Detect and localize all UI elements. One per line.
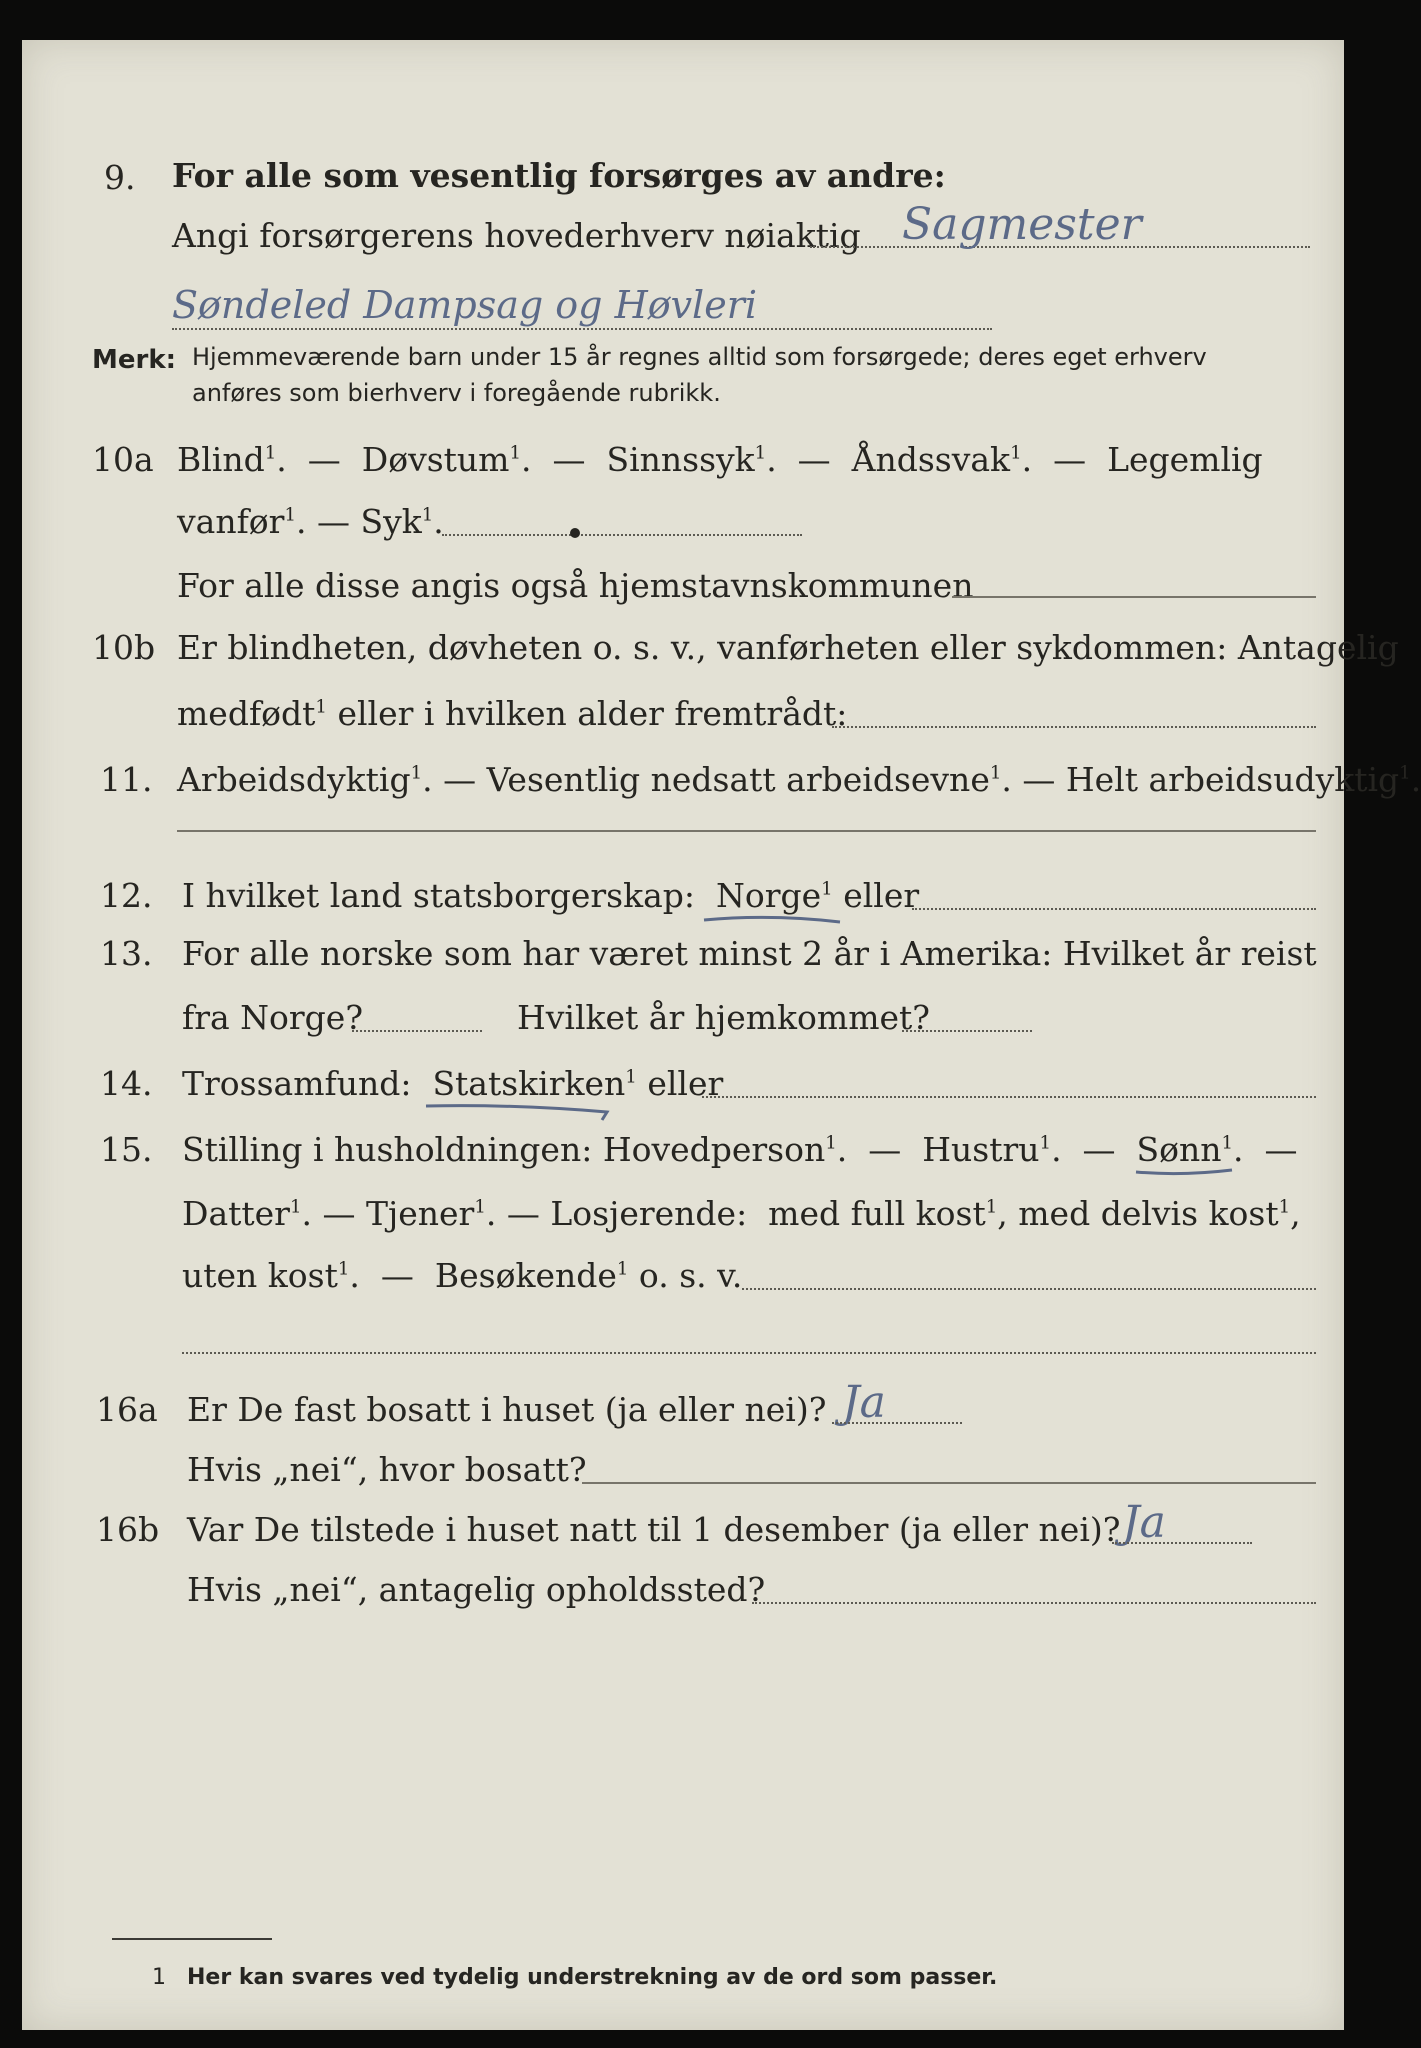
q16b-line1: Var De tilstede i huset natt til 1 desember (ja eller nei)? bbox=[187, 1510, 1121, 1549]
q15-line1-text[interactable]: Stilling i husholdningen: Hovedperson bbox=[182, 1130, 826, 1169]
q12-number: 12. bbox=[100, 876, 153, 915]
option-sinnssyk[interactable]: Sinnssyk bbox=[606, 440, 755, 479]
q15-answer-line[interactable] bbox=[742, 1288, 1316, 1290]
q13-line2b: Hvilket år hjemkommet? bbox=[517, 998, 930, 1037]
q16a-bosatt-line[interactable] bbox=[582, 1482, 1316, 1484]
q10a-syk-line[interactable] bbox=[442, 534, 802, 536]
q10a-number: 10a bbox=[92, 440, 154, 479]
q10b-answer-line[interactable] bbox=[832, 726, 1316, 728]
option-vanfor[interactable]: vanfør bbox=[177, 502, 285, 541]
q14-answer-line[interactable] bbox=[702, 1096, 1316, 1098]
option-statskirken[interactable]: Statskirken bbox=[432, 1064, 626, 1103]
q15-line3: uten kost$^1$. — Besøkende$^1$ o. s. v. bbox=[182, 1256, 743, 1295]
q16a-handwritten-answer: Ja bbox=[842, 1377, 886, 1428]
q13-number: 13. bbox=[100, 934, 153, 973]
q16b-handwritten-answer: Ja bbox=[1122, 1497, 1166, 1548]
q16b-answer-line[interactable] bbox=[1112, 1542, 1252, 1544]
option-blind[interactable]: Blind bbox=[177, 440, 265, 479]
q10a-line2: vanfør$^1$. — Syk$^1$. bbox=[177, 502, 444, 541]
q11-answer-line[interactable] bbox=[177, 830, 1316, 832]
merk-label: Merk: bbox=[92, 345, 177, 375]
q16b-line2: Hvis „nei“, antagelig opholdssted? bbox=[187, 1570, 766, 1609]
q15-osv: o. s. v. bbox=[638, 1256, 743, 1295]
q16b-opholdssted-line[interactable] bbox=[752, 1602, 1316, 1604]
merk-line1: Hjemmeværende barn under 15 år regnes alltid som forsørgede; deres eget erhverv bbox=[192, 343, 1207, 371]
census-form-page bbox=[22, 40, 1421, 2030]
option-andssvak[interactable]: Åndssvak bbox=[851, 440, 1011, 479]
q9-number: 9. bbox=[104, 158, 136, 197]
q16a-answer-line[interactable] bbox=[832, 1422, 962, 1424]
option-dovstum[interactable]: Døvstum bbox=[361, 440, 510, 479]
q11-line: Arbeidsdyktig$^1$. — Vesentlig nedsatt arbeidsevne$^1$. — Helt arbeidsudyktig$^1$. bbox=[177, 760, 1421, 799]
option-medfodt[interactable]: medfødt bbox=[177, 694, 316, 733]
option-delvis-kost[interactable]: med delvis kost bbox=[1018, 1194, 1279, 1233]
q14-eller: eller bbox=[647, 1064, 724, 1103]
q10a-hjemstavn-line[interactable] bbox=[952, 596, 1316, 598]
q10b-number: 10b bbox=[92, 628, 156, 667]
q16a-line1: Er De fast bosatt i huset (ja eller nei)? bbox=[187, 1390, 827, 1429]
option-full-kost[interactable]: med full kost bbox=[768, 1194, 986, 1233]
q10b-line2: medfødt$^1$ eller i hvilken alder fremtrådt: bbox=[177, 694, 848, 733]
ink-dot bbox=[570, 528, 580, 538]
q10b-line1: Er blindheten, døvheten o. s. v., vanførheten eller sykdommen: Antagelig bbox=[177, 628, 1399, 667]
q10a-line1: Blind$^1$. — Døvstum$^1$. — Sinnssyk$^1$. — Åndssvak$^1$. — Legemlig bbox=[177, 440, 1263, 479]
q13-line1: For alle norske som har været minst 2 år i Amerika: Hvilket år reist bbox=[182, 934, 1317, 973]
footnote-mark: 1 bbox=[152, 1965, 166, 1990]
option-sonn[interactable]: Sønn bbox=[1136, 1130, 1222, 1169]
q9-handwritten-occupation: Sagmester bbox=[902, 199, 1142, 250]
q13-reist-line[interactable] bbox=[352, 1030, 482, 1032]
q14-number: 14. bbox=[100, 1064, 153, 1103]
q15-losjerende: Losjerende: bbox=[550, 1194, 748, 1233]
option-legemlig[interactable]: Legemlig bbox=[1107, 440, 1263, 479]
q15-number: 15. bbox=[100, 1130, 153, 1169]
option-tjener[interactable]: Tjener bbox=[366, 1194, 475, 1233]
norge-underline bbox=[700, 910, 850, 930]
sonn-underline bbox=[1132, 1164, 1242, 1182]
q9-line1: For alle som vesentlig forsørges av andre: bbox=[172, 156, 946, 195]
q11-number: 11. bbox=[100, 760, 153, 799]
q12-text: I hvilket land statsborgerskap: bbox=[182, 876, 696, 915]
q10a-line3: For alle disse angis også hjemstavnskommunen bbox=[177, 566, 974, 605]
q12-line: I hvilket land statsborgerskap: Norge$^1$ eller bbox=[182, 876, 920, 915]
q15-line1: Stilling i husholdningen: Hovedperson$^1$. — Hustru$^1$. — Sønn$^1$. — bbox=[182, 1130, 1298, 1169]
q16a-line2: Hvis „nei“, hvor bosatt? bbox=[187, 1450, 587, 1489]
q14-text: Trossamfund: bbox=[182, 1064, 412, 1103]
q16b-number: 16b bbox=[96, 1510, 160, 1549]
footnote-text: Her kan svares ved tydelig understrekning av de ord som passer. bbox=[187, 1965, 998, 1990]
option-arbeidsdyktig[interactable]: Arbeidsdyktig bbox=[177, 760, 411, 799]
option-nedsatt[interactable]: Vesentlig nedsatt arbeidsevne bbox=[486, 760, 990, 799]
option-syk[interactable]: Syk bbox=[360, 502, 422, 541]
option-hustru[interactable]: Hustru bbox=[922, 1130, 1040, 1169]
q14-line: Trossamfund: Statskirken$^1$ eller bbox=[182, 1064, 724, 1103]
option-besokende[interactable]: Besøkende bbox=[434, 1256, 617, 1295]
merk-line2: anføres som bierhverv i foregående rubrikk. bbox=[192, 379, 721, 407]
q15-answer-line-2[interactable] bbox=[182, 1352, 1316, 1354]
q12-eller: eller bbox=[843, 876, 920, 915]
q12-answer-line[interactable] bbox=[912, 908, 1316, 910]
q13-hjemkommet-line[interactable] bbox=[902, 1030, 1032, 1032]
statskirken-underline bbox=[422, 1098, 622, 1122]
q9-answer-line-2[interactable] bbox=[172, 328, 992, 330]
q10b-line2-rest: eller i hvilken alder fremtrådt: bbox=[337, 694, 848, 733]
q13-line2a: fra Norge? bbox=[182, 998, 364, 1037]
q16a-number: 16a bbox=[96, 1390, 158, 1429]
option-datter[interactable]: Datter bbox=[182, 1194, 290, 1233]
option-uten-kost[interactable]: uten kost bbox=[182, 1256, 338, 1295]
option-udyktig[interactable]: Helt arbeidsudyktig bbox=[1065, 760, 1400, 799]
q15-line2: Datter$^1$. — Tjener$^1$. — Losjerende: med full kost$^1$, med delvis kost$^1$, bbox=[182, 1194, 1301, 1233]
option-norge[interactable]: Norge bbox=[716, 876, 822, 915]
footnote-rule bbox=[112, 1938, 272, 1940]
q9-line2: Angi forsørgerens hovederhverv nøiaktig bbox=[172, 216, 861, 255]
q9-handwritten-employer: Søndeled Dampsag og Høvleri bbox=[172, 283, 758, 327]
